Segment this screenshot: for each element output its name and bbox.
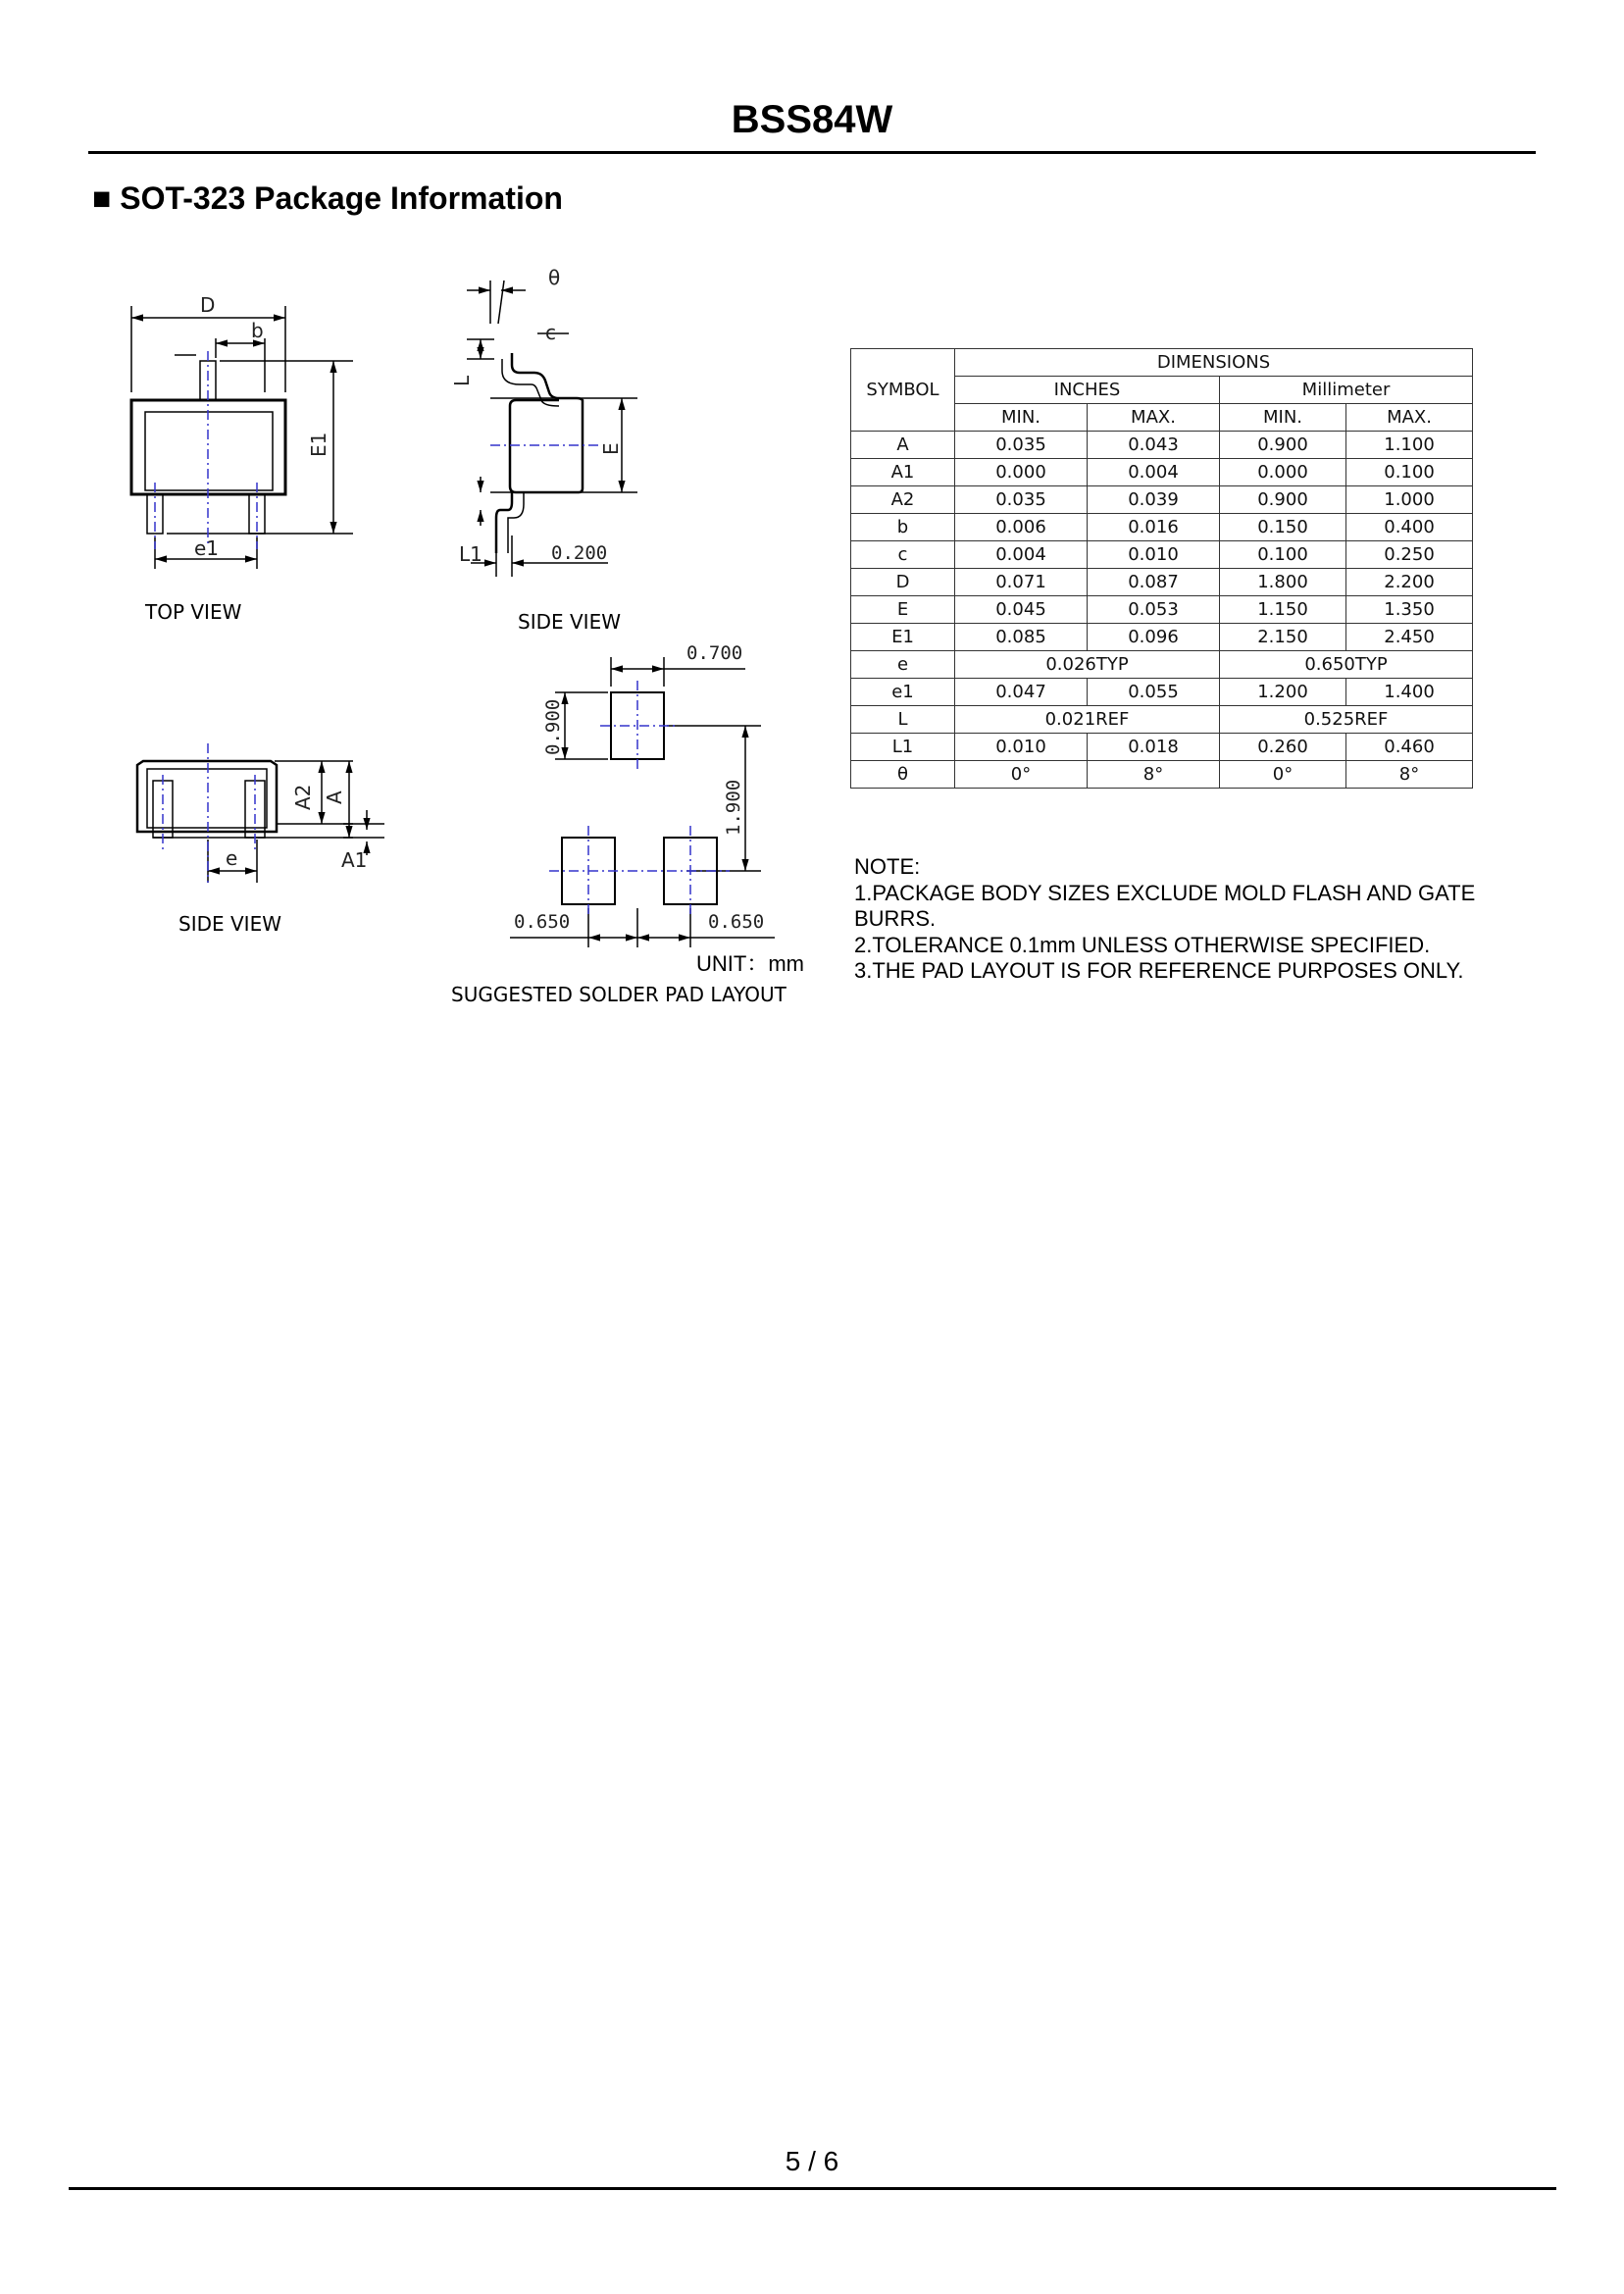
label-pad-width: 0.700 xyxy=(686,642,743,664)
table-row xyxy=(851,432,1473,459)
cell-inches-max: 0.087 xyxy=(1088,569,1220,596)
cell-symbol: E xyxy=(851,596,955,624)
label-pitch-vertical: 1.900 xyxy=(723,779,744,836)
cell-mm-typ: 0.650TYP xyxy=(1220,651,1473,679)
cell-mm-max: 2.200 xyxy=(1346,569,1473,596)
cell-symbol: A1 xyxy=(851,459,955,486)
table-row xyxy=(851,514,1473,541)
notes-title: NOTE: xyxy=(854,854,921,879)
cell-mm-min: 0.100 xyxy=(1220,541,1346,569)
inches-max-header: MAX. xyxy=(1088,404,1220,432)
label-E: E xyxy=(599,442,623,455)
cell-inches-max: 0.096 xyxy=(1088,624,1220,651)
label-gauge: 0.200 xyxy=(551,542,608,564)
cell-symbol: L xyxy=(851,706,955,734)
mm-min-header: MIN. xyxy=(1220,404,1346,432)
cell-mm-min: 0.150 xyxy=(1220,514,1346,541)
table-row xyxy=(851,706,1473,734)
label-b: b xyxy=(251,319,264,342)
cell-inches-min: 0.004 xyxy=(955,541,1088,569)
label-E1: E1 xyxy=(307,432,330,457)
cell-mm-max: 1.350 xyxy=(1346,596,1473,624)
note-line: 1.PACKAGE BODY SIZES EXCLUDE MOLD FLASH AND GATE xyxy=(854,880,1476,905)
unit-label: UNIT：mm xyxy=(696,951,804,976)
table-row xyxy=(851,569,1473,596)
cell-symbol: D xyxy=(851,569,955,596)
cell-inches-typ: 0.026TYP xyxy=(955,651,1220,679)
page-title: BSS84W xyxy=(731,98,893,141)
cell-mm-max: 1.000 xyxy=(1346,486,1473,514)
table-row xyxy=(851,679,1473,706)
cell-inches-typ: 0.021REF xyxy=(955,706,1220,734)
section-bullet: ■ xyxy=(92,180,112,216)
cell-inches-min: 0.010 xyxy=(955,734,1088,761)
cell-mm-min: 0.260 xyxy=(1220,734,1346,761)
label-A: A xyxy=(323,790,346,804)
dimensions-title: DIMENSIONS xyxy=(955,349,1473,377)
label-A2: A2 xyxy=(291,784,315,810)
cell-mm-min: 2.150 xyxy=(1220,624,1346,651)
cell-inches-min: 0.085 xyxy=(955,624,1088,651)
cell-symbol: c xyxy=(851,541,955,569)
page-number: 5 / 6 xyxy=(785,2146,839,2176)
cell-mm-max: 0.250 xyxy=(1346,541,1473,569)
cell-inches-max: 0.043 xyxy=(1088,432,1220,459)
section-title: SOT-323 Package Information xyxy=(120,180,563,216)
cell-mm-max: 2.450 xyxy=(1346,624,1473,651)
cell-inches-max: 0.039 xyxy=(1088,486,1220,514)
cell-mm-min: 1.800 xyxy=(1220,569,1346,596)
cell-mm-min: 0.000 xyxy=(1220,459,1346,486)
label-L: L xyxy=(450,375,474,386)
footer-divider xyxy=(69,2187,1556,2190)
symbol-header: SYMBOL xyxy=(851,349,955,432)
cell-inches-max: 0.018 xyxy=(1088,734,1220,761)
caption-top-view: TOP VIEW xyxy=(145,600,242,624)
cell-mm-min: 0° xyxy=(1220,761,1346,789)
cell-symbol: e xyxy=(851,651,955,679)
caption-solder-pad: SUGGESTED SOLDER PAD LAYOUT xyxy=(451,983,787,1006)
table-row xyxy=(851,541,1473,569)
cell-symbol: L1 xyxy=(851,734,955,761)
cell-mm-min: 0.900 xyxy=(1220,486,1346,514)
cell-mm-max: 0.460 xyxy=(1346,734,1473,761)
top-view-centerlines xyxy=(155,351,257,549)
label-A1: A1 xyxy=(341,848,368,872)
cell-symbol: b xyxy=(851,514,955,541)
notes xyxy=(854,854,1560,985)
table-row xyxy=(851,596,1473,624)
cell-inches-min: 0.047 xyxy=(955,679,1088,706)
caption-side-view-left: SIDE VIEW xyxy=(178,912,281,936)
cell-inches-min: 0.035 xyxy=(955,432,1088,459)
inches-header: INCHES xyxy=(955,377,1220,404)
label-pitch-left: 0.650 xyxy=(514,911,571,933)
label-pad-height: 0.900 xyxy=(542,698,564,755)
label-pitch-right: 0.650 xyxy=(708,911,765,933)
cell-inches-max: 0.053 xyxy=(1088,596,1220,624)
note-line: BURRS. xyxy=(854,906,937,931)
cell-mm-typ: 0.525REF xyxy=(1220,706,1473,734)
table-row xyxy=(851,486,1473,514)
cell-inches-min: 0.006 xyxy=(955,514,1088,541)
table-row xyxy=(851,459,1473,486)
cell-mm-min: 1.200 xyxy=(1220,679,1346,706)
note-line: 2.TOLERANCE 0.1mm UNLESS OTHERWISE SPECIFIED. xyxy=(854,932,1431,957)
mm-header: Millimeter xyxy=(1220,377,1473,404)
cell-mm-max: 1.400 xyxy=(1346,679,1473,706)
table-row xyxy=(851,734,1473,761)
cell-symbol: A xyxy=(851,432,955,459)
caption-side-view-right: SIDE VIEW xyxy=(518,610,621,634)
cell-inches-min: 0.071 xyxy=(955,569,1088,596)
cell-inches-min: 0.045 xyxy=(955,596,1088,624)
mm-max-header: MAX. xyxy=(1346,404,1473,432)
cell-mm-max: 1.100 xyxy=(1346,432,1473,459)
cell-symbol: e1 xyxy=(851,679,955,706)
table-row xyxy=(851,624,1473,651)
note-line: 3.THE PAD LAYOUT IS FOR REFERENCE PURPOSES ONLY. xyxy=(854,958,1464,983)
cell-inches-min: 0° xyxy=(955,761,1088,789)
cell-inches-min: 0.035 xyxy=(955,486,1088,514)
cell-symbol: θ xyxy=(851,761,955,789)
inches-min-header: MIN. xyxy=(955,404,1088,432)
label-D: D xyxy=(200,293,216,317)
cell-inches-max: 8° xyxy=(1088,761,1220,789)
cell-inches-max: 0.010 xyxy=(1088,541,1220,569)
cell-inches-max: 0.016 xyxy=(1088,514,1220,541)
cell-inches-min: 0.000 xyxy=(955,459,1088,486)
cell-inches-max: 0.004 xyxy=(1088,459,1220,486)
cell-mm-min: 0.900 xyxy=(1220,432,1346,459)
cell-mm-max: 8° xyxy=(1346,761,1473,789)
label-L1: L1 xyxy=(459,542,482,566)
front-view-centerlines xyxy=(163,743,255,883)
cell-symbol: A2 xyxy=(851,486,955,514)
cell-mm-max: 0.400 xyxy=(1346,514,1473,541)
dimensions-table xyxy=(850,348,1473,789)
label-e: e xyxy=(226,846,238,870)
cell-inches-max: 0.055 xyxy=(1088,679,1220,706)
solder-pad-centerlines xyxy=(549,681,730,916)
cell-symbol: E1 xyxy=(851,624,955,651)
label-c: c xyxy=(545,321,556,344)
label-theta: θ xyxy=(548,266,561,289)
table-row xyxy=(851,651,1473,679)
cell-mm-max: 0.100 xyxy=(1346,459,1473,486)
label-e1: e1 xyxy=(194,536,220,560)
table-row xyxy=(851,761,1473,789)
cell-mm-min: 1.150 xyxy=(1220,596,1346,624)
